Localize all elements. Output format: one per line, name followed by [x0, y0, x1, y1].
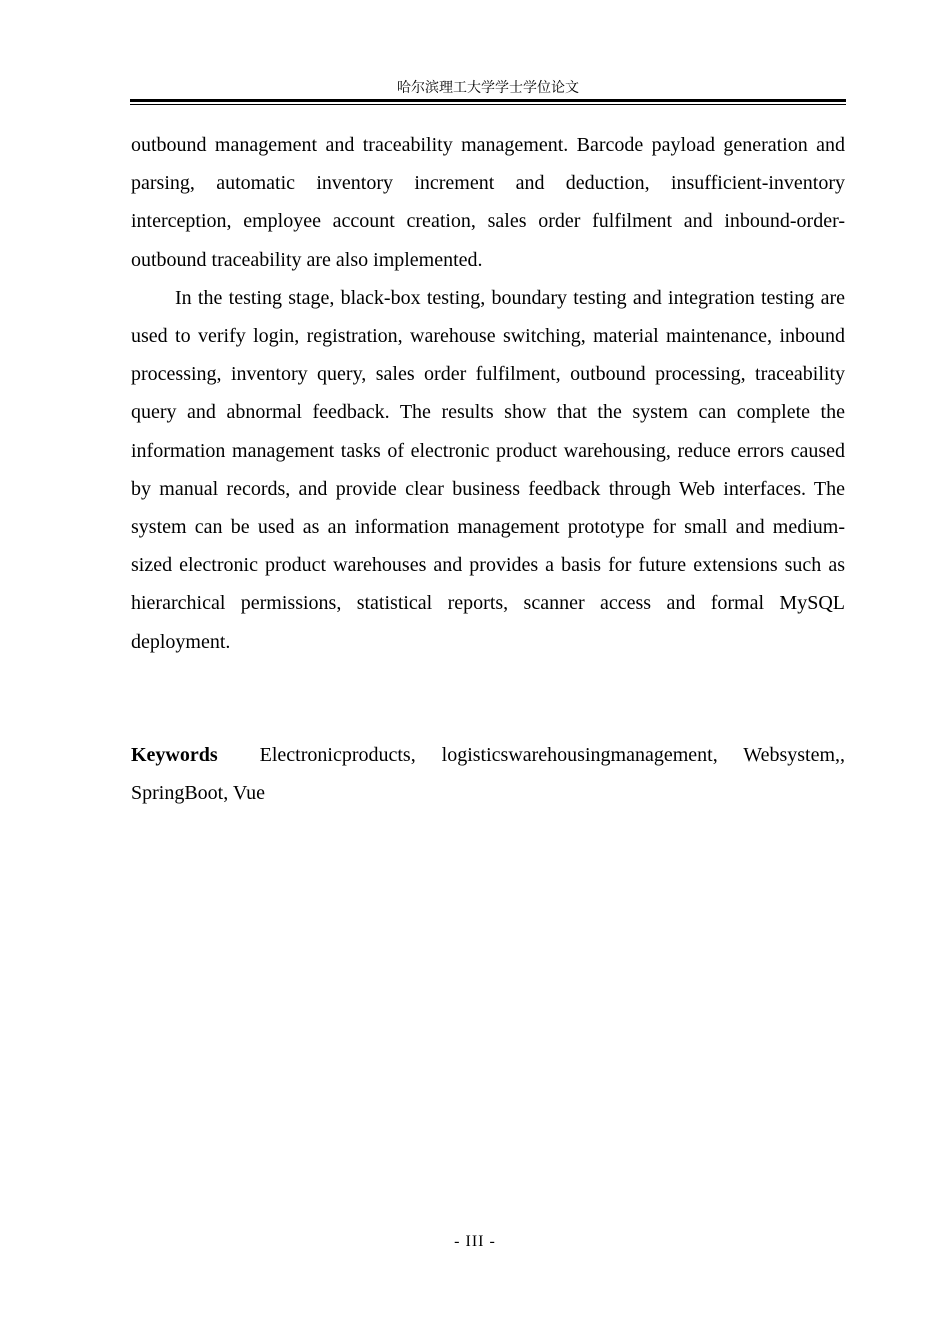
page-number: - III -	[454, 1233, 496, 1250]
keywords-text: Electronicproducts, logisticswarehousingmanagement, Websystem,, SpringBoot, Vue	[131, 744, 846, 805]
paragraph-testing: In the testing stage, black-box testing, boundary testing and integration testing are used to verify login, registration, warehouse switching, material maintenance, inbound processing, inventory query, sales order fulfilment, outbound processing, traceability query and abnormal feedback. The results show that the system can complete the information management tasks of electronic product warehousing, reduce errors caused by manual records, and provide clear business feedback through Web interfaces. The system can be used as an information management prototype for small and medium-sized electronic product warehouses and provides a basis for future extensions such as hierarchical permissions, statistical reports, scanner access and formal MySQL deployment.	[131, 286, 845, 653]
header-title: 哈尔滨理工大学学士学位论文	[397, 80, 579, 96]
header-rule-thin	[130, 104, 846, 105]
keywords-label: Keywords	[131, 744, 218, 766]
paragraph-continuation: outbound management and traceability management. Barcode payload generation and parsing, automatic inventory increment and deduction, insufficient-inventory interception, employee account creation, sales order fulfilment and inbound-order-outbound traceability are also implemented.	[131, 134, 845, 271]
keywords-section	[131, 736, 845, 812]
header-rule-thick	[130, 99, 846, 102]
abstract-body	[131, 126, 845, 661]
page-header	[130, 78, 846, 106]
